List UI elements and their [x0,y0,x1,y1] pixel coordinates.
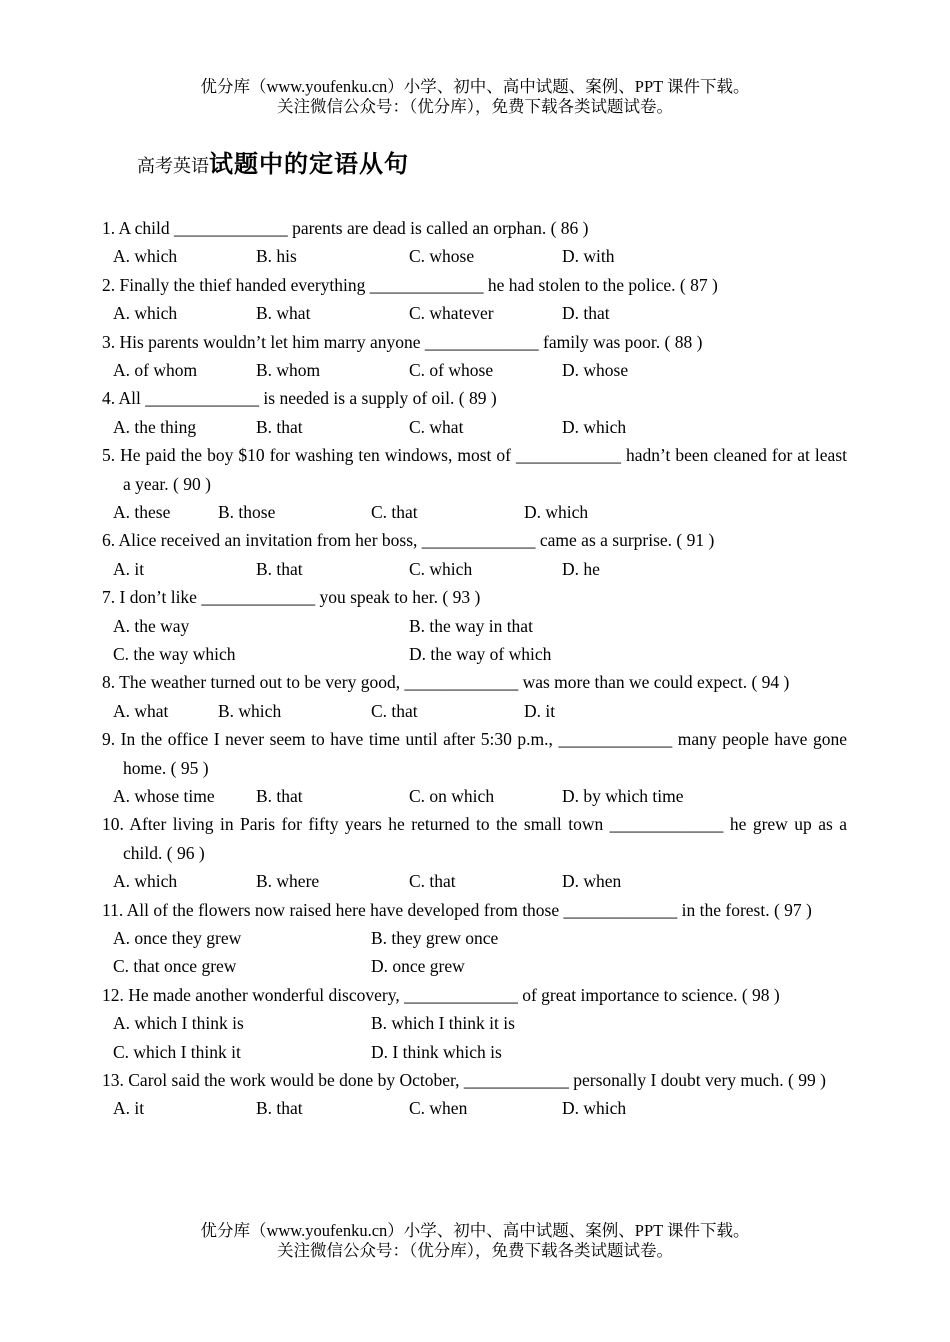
page-header [0,77,950,117]
options-row [102,413,847,441]
answer-option: D. which [562,416,627,437]
question-text: 4. All _____________ is needed is a supply of oil. ( 89 ) [102,388,497,409]
answer-option: B. which I think it is [371,1013,515,1034]
answer-option: D. he [562,558,600,579]
answer-option: C. that [409,871,456,892]
answer-option: A. which [113,246,178,267]
options-row [102,242,847,270]
answer-option: C. the way which [113,643,236,664]
answer-option: A. the thing [113,416,197,437]
answer-option: D. it [524,700,556,721]
answer-option: D. that [562,303,610,324]
options-row [102,1038,847,1066]
answer-option: D. the way of which [409,643,552,664]
options-row [102,555,847,583]
options-row [102,697,847,725]
question-text: 9. In the office I never seem to have time until after 5:30 p.m., _____________ many people have gone home. ( 95 ) [102,729,847,778]
answer-option: A. which [113,871,178,892]
question-text: 13. Carol said the work would be done by October, ____________ personally I doubt very much. ( 99 ) [102,1069,826,1090]
question-text: 10. After living in Paris for fifty years he returned to the small town _____________ he grew up as a child. ( 96 ) [102,814,847,863]
answer-option: B. where [256,871,320,892]
options-row [102,356,847,384]
answer-option: A. these [113,502,171,522]
options-row [102,782,847,810]
title-main: 试题中的定语从句 [209,152,409,178]
answer-option: A. of whom [113,360,198,380]
answer-option: C. that [371,700,418,721]
answer-option: D. with [562,246,615,267]
answer-option: C. of whose [409,360,494,380]
question-list [102,214,847,1123]
options-row [102,1094,847,1122]
answer-option: B. whom [256,360,321,380]
answer-option: A. which [113,303,178,324]
options-row [102,299,847,327]
answer-option: D. which [524,502,589,522]
answer-option: B. that [256,785,303,806]
options-row [102,1009,847,1037]
question-text: 6. Alice received an invitation from her boss, _____________ came as a surprise. ( 91 ) [102,530,715,551]
answer-option: B. those [218,502,276,522]
answer-option: B. the way in that [409,615,533,636]
page-footer [0,1221,950,1261]
answer-option: B. that [256,558,303,579]
question-text: 2. Finally the thief handed everything _____________ he had stolen to the police. ( 87 ) [102,274,718,295]
answer-option: A. what [113,700,169,721]
footer-line-1: 优分库（www.youfenku.cn）小学、初中、高中试题、案例、PPT 课件下载。 [200,1221,750,1240]
header-line-1: 优分库（www.youfenku.cn）小学、初中、高中试题、案例、PPT 课件下载。 [200,77,750,96]
answer-option: C. that once grew [113,956,237,977]
options-row [102,867,847,895]
answer-option: D. which [562,1098,627,1119]
answer-option: C. what [409,416,464,437]
answer-option: A. it [113,1098,145,1119]
options-row [102,640,847,668]
question-text: 3. His parents wouldn’t let him marry anyone _____________ family was poor. ( 88 ) [102,331,703,352]
answer-option: D. by which time [562,785,684,806]
answer-option: B. that [256,1098,303,1119]
footer-line-2: 关注微信公众号：（优分库），免费下载各类试题试卷。 [277,1241,673,1260]
question-text: 11. All of the flowers now raised here have developed from those _____________ in the forest. ( 97 ) [102,899,812,920]
answer-option: B. his [256,246,297,267]
answer-option: B. which [218,700,282,721]
question-text: 8. The weather turned out to be very good, _____________ was more than we could expect. ( 94 ) [102,672,790,693]
question-text: 7. I don’t like _____________ you speak to her. ( 93 ) [102,587,481,608]
answer-option: A. which I think is [113,1013,244,1034]
options-row [102,612,847,640]
answer-option: D. I think which is [371,1041,502,1062]
answer-option: A. the way [113,615,190,636]
answer-option: C. when [409,1098,468,1119]
answer-option: C. which [409,558,473,579]
answer-option: B. that [256,416,303,437]
question-text: 1. A child _____________ parents are dead is called an orphan. ( 86 ) [102,218,589,238]
answer-option: D. when [562,871,622,892]
answer-option: B. they grew once [371,927,499,948]
answer-option: C. which I think it [113,1041,241,1062]
answer-option: A. once they grew [113,927,242,948]
answer-option: C. whatever [409,303,494,324]
header-line-2: 关注微信公众号：（优分库），免费下载各类试题试卷。 [277,97,673,116]
question-text: 5. He paid the boy $10 for washing ten windows, most of ____________ hadn’t been cleaned for at least a year. ( 90 ) [102,445,847,494]
page-title [137,144,409,179]
answer-option: C. on which [409,785,495,806]
answer-option: B. what [256,303,311,324]
options-row [102,924,847,952]
options-row [102,498,847,526]
answer-option: D. whose [562,360,629,380]
answer-option: C. that [371,502,418,522]
answer-option: A. whose time [113,785,215,806]
answer-option: D. once grew [371,956,465,977]
question-text: 12. He made another wonderful discovery, _____________ of great importance to science. ( 98 ) [102,984,780,1005]
options-row [102,952,847,980]
answer-option: C. whose [409,246,475,267]
title-prefix: 高考英语 [137,156,209,176]
answer-option: A. it [113,558,145,579]
